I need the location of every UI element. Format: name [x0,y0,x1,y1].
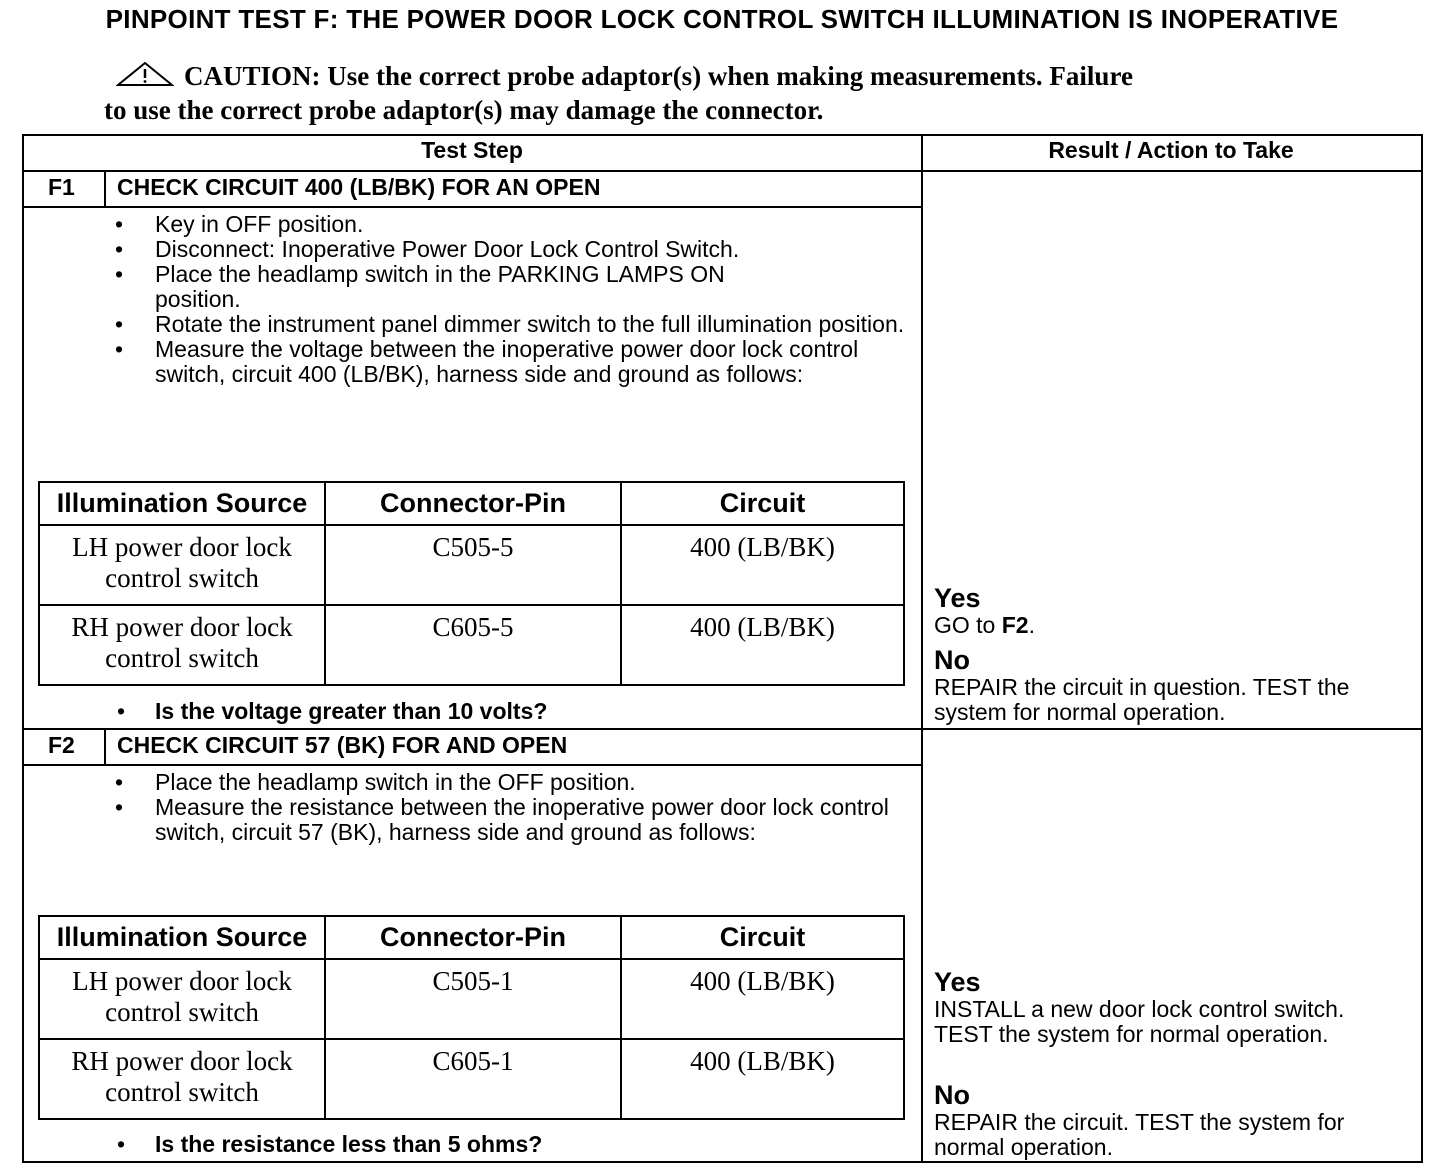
caution-notice [104,60,1364,126]
table-border-left [22,134,24,1163]
table-header-cell: Circuit [621,916,904,959]
f1-f2-divider [22,728,1422,730]
result-yes-label: Yes [934,967,981,997]
step-f1-question: • Is the voltage greater than 10 volts? [155,698,547,725]
list-item: • Place the headlamp switch in the PARKING LAMPS ON position. [115,262,795,312]
result-yes-label: Yes [934,583,981,613]
f2-measurement-table [38,915,905,1120]
table-cell: C505-1 [325,959,621,1039]
table-row [39,1039,904,1119]
f1-title-divider [22,206,922,208]
step-f2-result [934,968,1414,1160]
f2-id-divider [104,728,106,765]
table-cell: RH power door lock control switch [39,605,325,685]
list-item: • Place the headlamp switch in the OFF position. [115,770,895,795]
result-yes-text: INSTALL a new door lock control switch. TEST the system for normal operation. [934,996,1345,1047]
list-item: • Rotate the instrument panel dimmer switch to the full illumination position. [115,312,905,337]
step-id-f1: F1 [48,174,75,200]
result-no-text: REPAIR the circuit in question. TEST the system for normal operation. [934,674,1350,725]
step-title-f2: CHECK CIRCUIT 57 (BK) FOR AND OPEN [117,732,568,758]
caution-text-line2: to use the correct probe adaptor(s) may damage the connector. [104,95,824,125]
table-cell: RH power door lock control switch [39,1039,325,1119]
column-divider [921,134,923,1163]
table-border-top [22,134,1422,136]
table-cell: LH power door lock control switch [39,959,325,1039]
result-no-text: REPAIR the circuit. TEST the system for normal operation. [934,1109,1345,1160]
table-cell: C605-1 [325,1039,621,1119]
table-cell: 400 (LB/BK) [621,525,904,605]
caution-text-line1: Use the correct probe adaptor(s) when making measurements. Failure [327,61,1133,91]
table-cell: 400 (LB/BK) [621,959,904,1039]
table-cell: 400 (LB/BK) [621,1039,904,1119]
f2-title-divider [22,764,922,766]
table-header-cell: Illumination Source [39,482,325,525]
table-row [39,525,904,605]
list-item: • Measure the resistance between the inoperative power door lock control switch, circuit 57 (BK), harness side and ground as follows: [115,795,915,845]
step-id-f2: F2 [48,732,75,758]
step-f2-instructions [115,770,895,845]
list-item: • Measure the voltage between the inoperative power door lock control switch, circuit 400 (LB/BK), harness side and ground as follows: [115,337,895,387]
table-header-divider [22,170,1422,172]
warning-triangle-icon [116,61,174,94]
header-test-step: Test Step [421,137,523,163]
table-border-right [1421,134,1423,1163]
caution-label: CAUTION: [184,61,321,91]
table-cell: C505-5 [325,525,621,605]
f1-measurement-table [38,481,905,686]
table-row [39,605,904,685]
table-header-cell: Connector-Pin [325,482,621,525]
result-yes-text: GO to F2. [934,612,1035,638]
table-cell: 400 (LB/BK) [621,605,904,685]
step-title-f1: CHECK CIRCUIT 400 (LB/BK) FOR AN OPEN [117,174,601,200]
result-no-label: No [934,645,970,675]
header-result: Result / Action to Take [1048,137,1294,163]
table-header-cell: Illumination Source [39,916,325,959]
table-header-cell: Connector-Pin [325,916,621,959]
step-f1-instructions [115,211,905,387]
step-f2-question: • Is the resistance less than 5 ohms? [155,1131,542,1158]
table-cell: C605-5 [325,605,621,685]
table-row [39,959,904,1039]
f1-id-divider [104,170,106,207]
table-cell: LH power door lock control switch [39,525,325,605]
table-border-bottom [22,1161,1422,1163]
table-header-cell: Circuit [621,482,904,525]
result-no-label: No [934,1080,970,1110]
page-title: PINPOINT TEST F: THE POWER DOOR LOCK CONTROL SWITCH ILLUMINATION IS INOPERATIVE [105,4,1339,34]
step-f1-result [934,584,1414,725]
list-item: • Disconnect: Inoperative Power Door Lock Control Switch. [115,237,895,262]
list-item: • Key in OFF position. [115,212,895,237]
